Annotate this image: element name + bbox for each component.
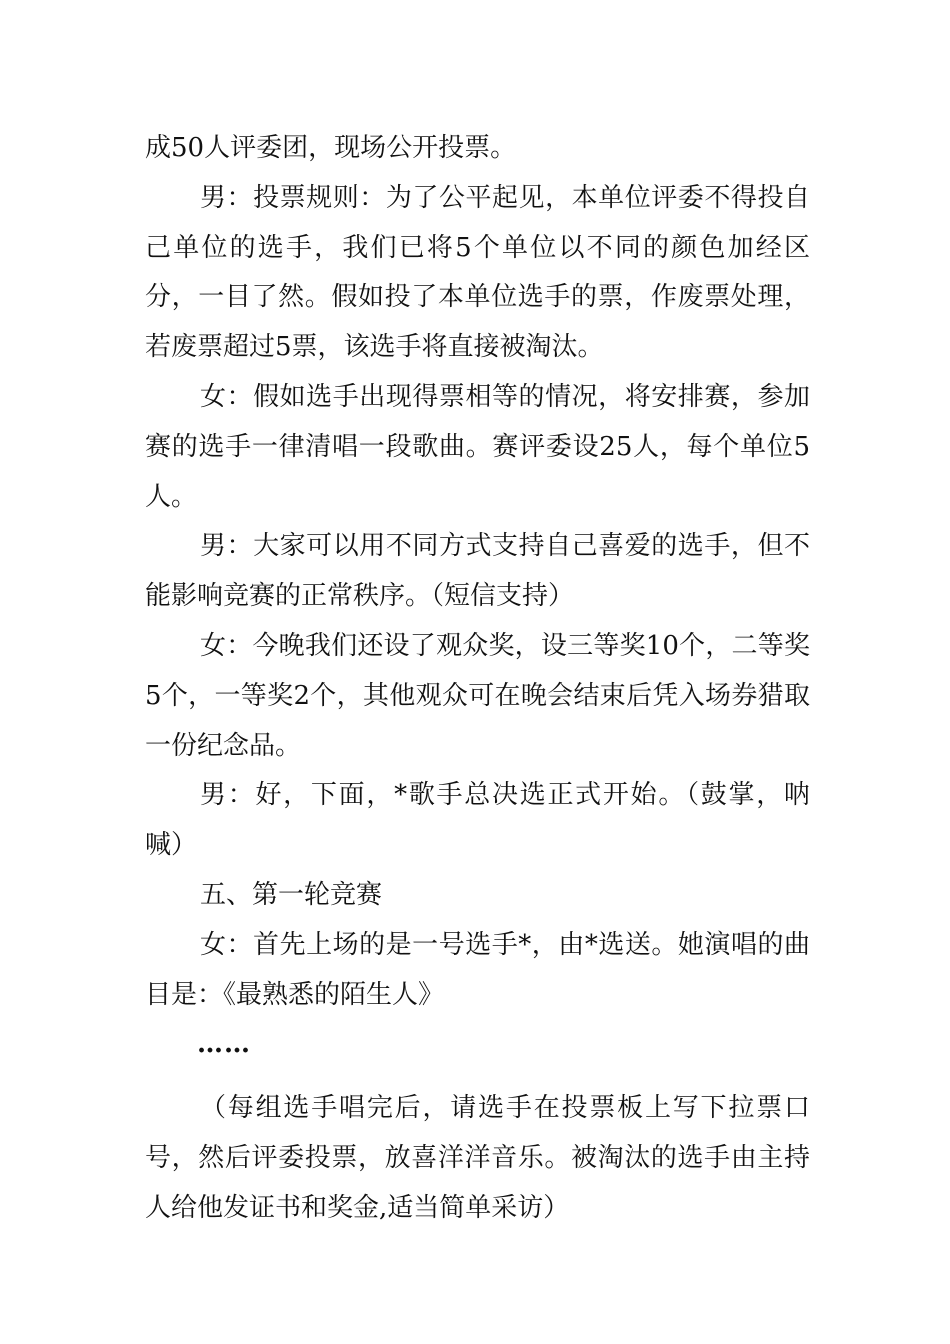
paragraph-competition-start: 男：好，下面，*歌手总决选正式开始。（鼓掌，呐喊）	[145, 780, 810, 861]
ellipsis-line: ……	[197, 1029, 251, 1060]
paragraph-voting-rules: 男：投票规则：为了公平起见，本单位评委不得投自己单位的选手，我们已将5个单位以不同的颜色加经区分，一目了然。假如投了本单位选手的票，作废票处理，若废票超过5票，该选手将直接被淘汰。	[145, 182, 810, 363]
section-heading-first-round: 五、第一轮竞赛	[200, 879, 383, 910]
paragraph-jury-voting: 成50人评委团，现场公开投票。	[145, 133, 517, 163]
document-body	[145, 124, 810, 1234]
paragraph-audience-support: 男：大家可以用不同方式支持自己喜爱的选手，但不能影响竞赛的正常秩序。（短信支持）	[145, 531, 810, 612]
paragraph-audience-prizes: 女：今晚我们还设了观众奖，设三等奖10个，二等奖5个，一等奖2个，其他观众可在晚会结束后凭入场券猎取一份纪念品。	[145, 630, 810, 761]
paragraph-first-contestant: 女：首先上场的是一号选手*，由*选送。她演唱的曲目是：《最熟悉的陌生人》	[145, 929, 810, 1010]
paragraph-stage-notes: （每组选手唱完后，请选手在投票板上写下拉票口号，然后评委投票，放喜洋洋音乐。被淘汰的选手由主持人给他发证书和奖金,适当简单采访）	[145, 1093, 810, 1223]
paragraph-spacer	[145, 1070, 810, 1084]
paragraph-tie-rules: 女：假如选手出现得票相等的情况，将安排赛，参加赛的选手一律清唱一段歌曲。赛评委设25人，每个单位5人。	[145, 381, 810, 512]
